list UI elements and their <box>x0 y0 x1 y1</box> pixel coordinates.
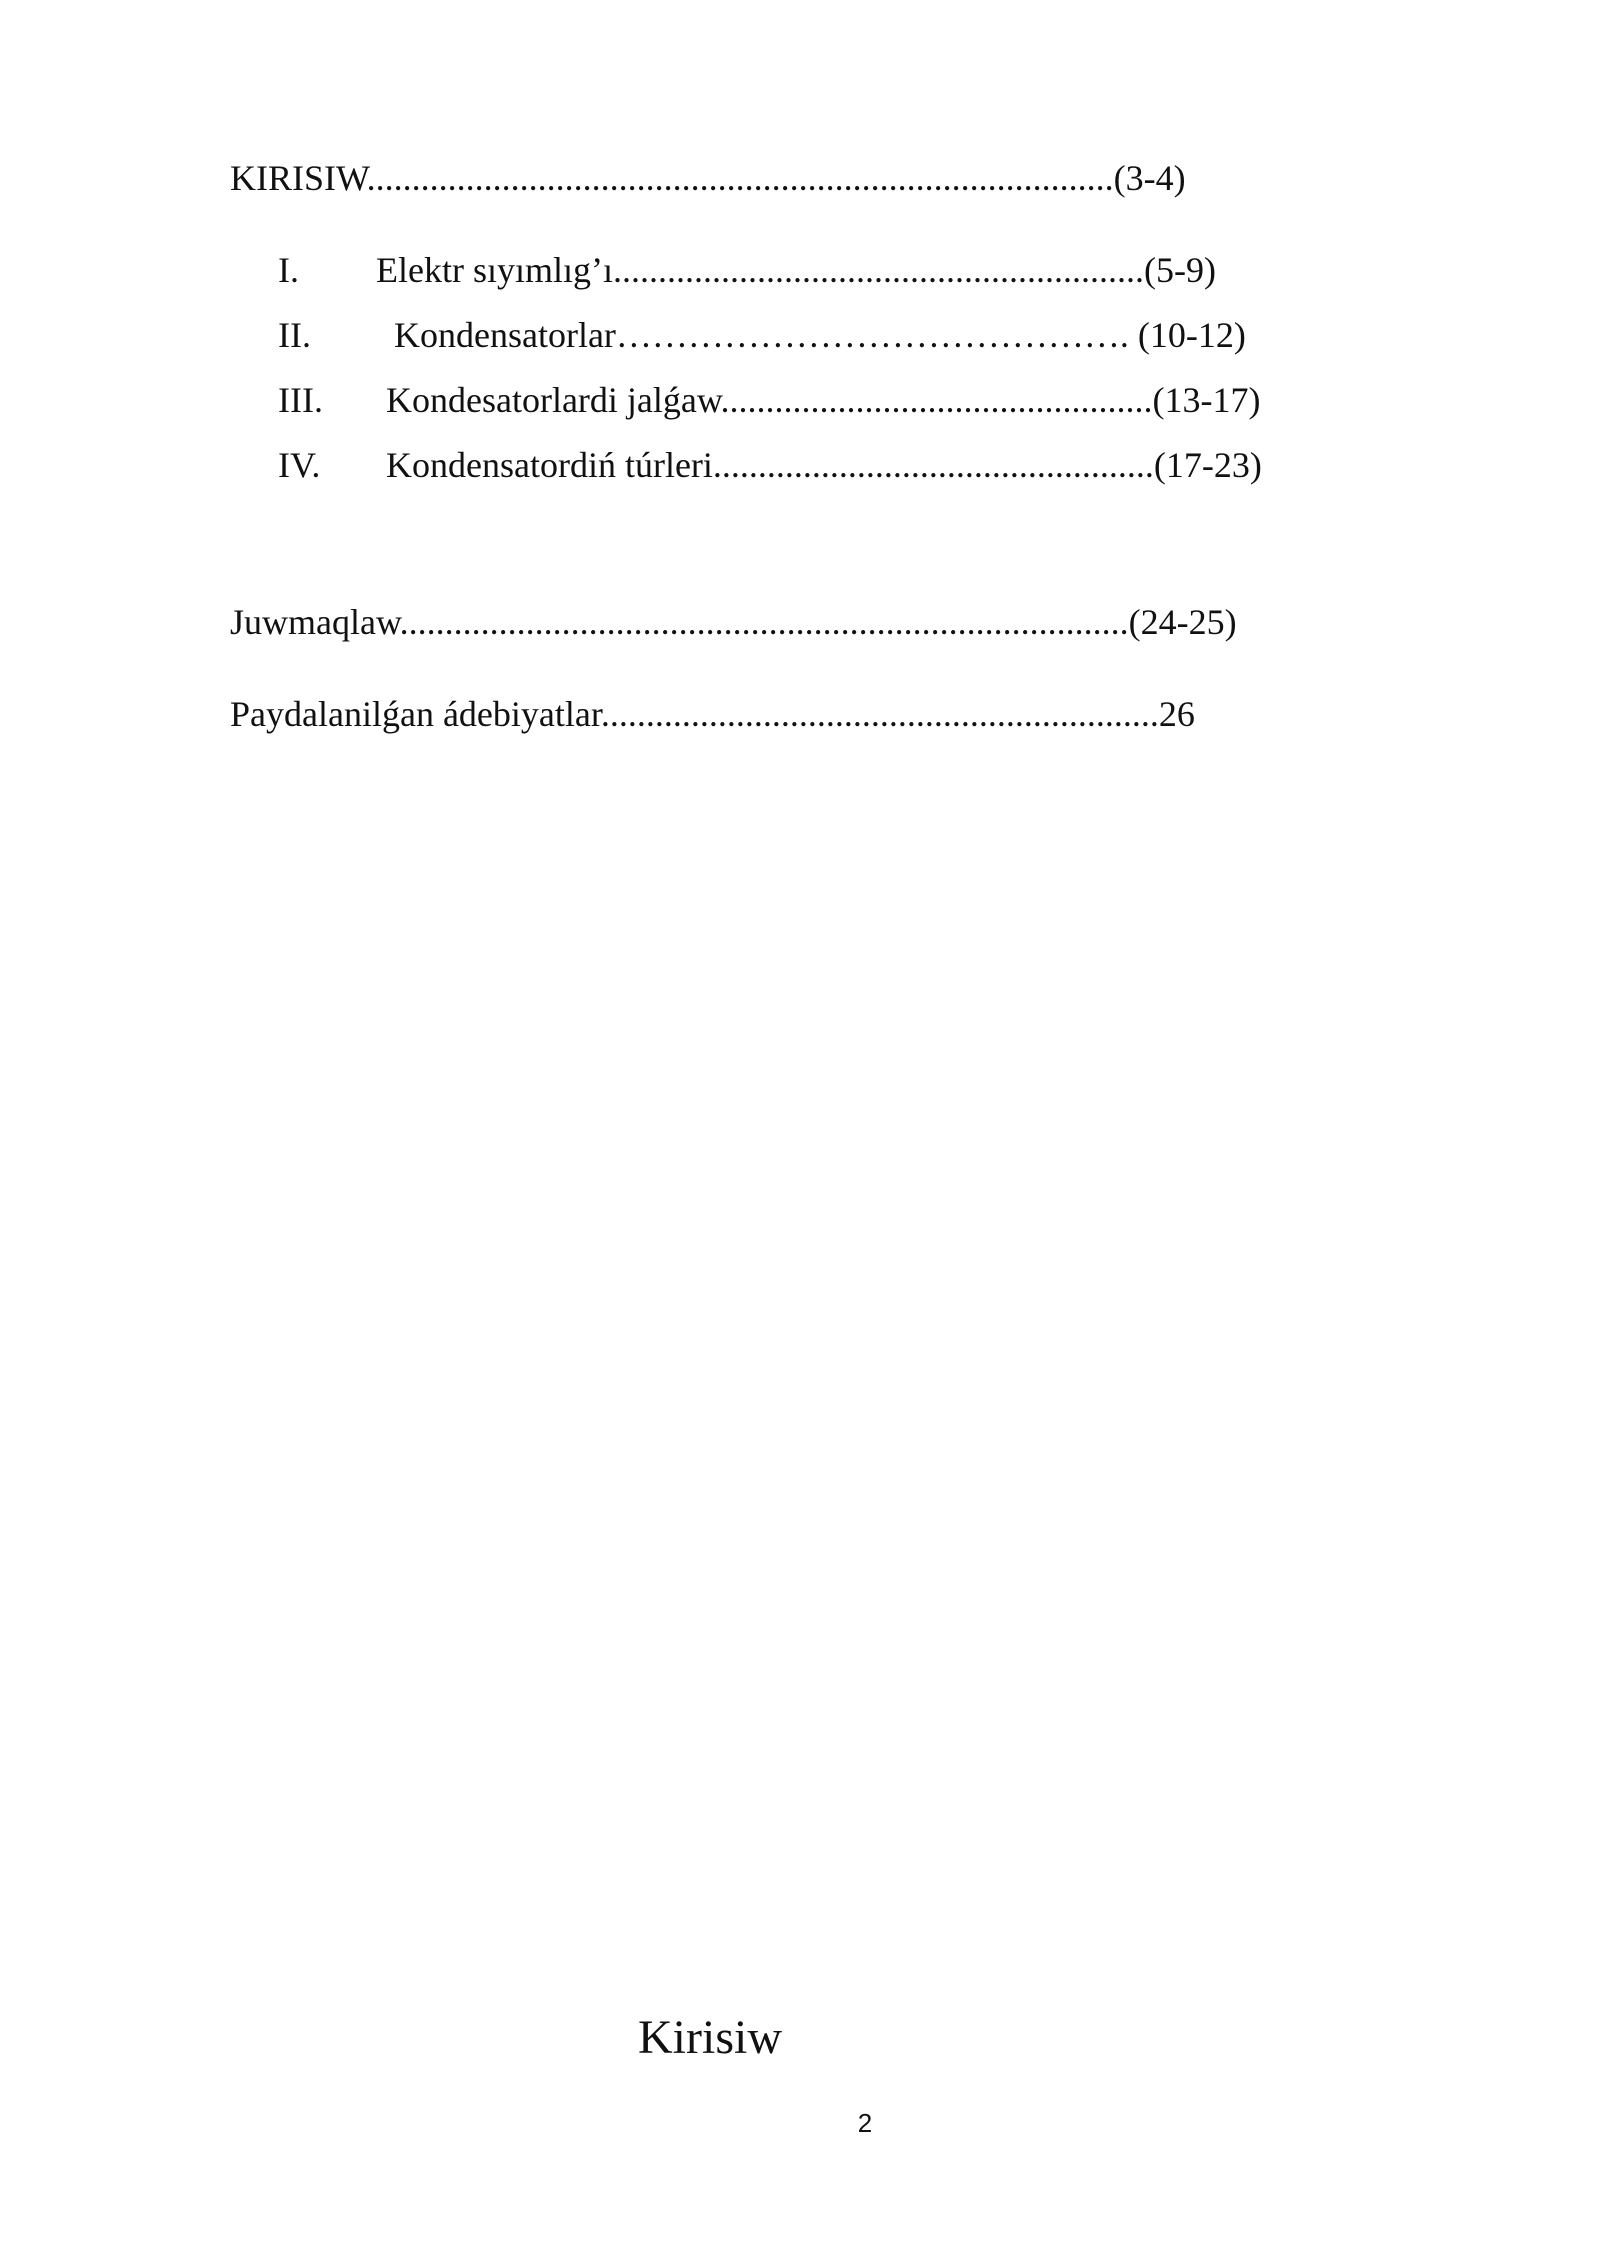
toc-entry-conclusion: Juwmaqlaw.................................................................................(24-25) <box>230 602 1237 642</box>
section-heading: Kirisiw <box>638 2011 782 2064</box>
toc-chapter-number: I. <box>278 250 299 290</box>
toc-chapter-number: III. <box>278 380 323 420</box>
toc-entry-chapter-2: Kondensatorlar……………………………………. (10-12) <box>394 315 1246 355</box>
toc-chapter-number: II. <box>278 315 311 355</box>
toc-entry-intro: KIRISIW...................................................................................(3-4) <box>230 158 1186 198</box>
toc-chapter-number: IV. <box>278 445 321 485</box>
toc-entry-chapter-3: Kondesatorlardi jalǵaw................................................(13-17) <box>386 380 1261 420</box>
toc-entry-chapter-4: Kondensatordiń túrleri.................................................(17-23) <box>386 445 1262 485</box>
toc-entry-references: Paydalanilǵan ádebiyatlar..............................................................26 <box>230 694 1195 734</box>
toc-entry-chapter-1: Elektr sıyımlıg’ı...........................................................(5-9) <box>376 250 1216 290</box>
page-number: 2 <box>857 2108 873 2138</box>
